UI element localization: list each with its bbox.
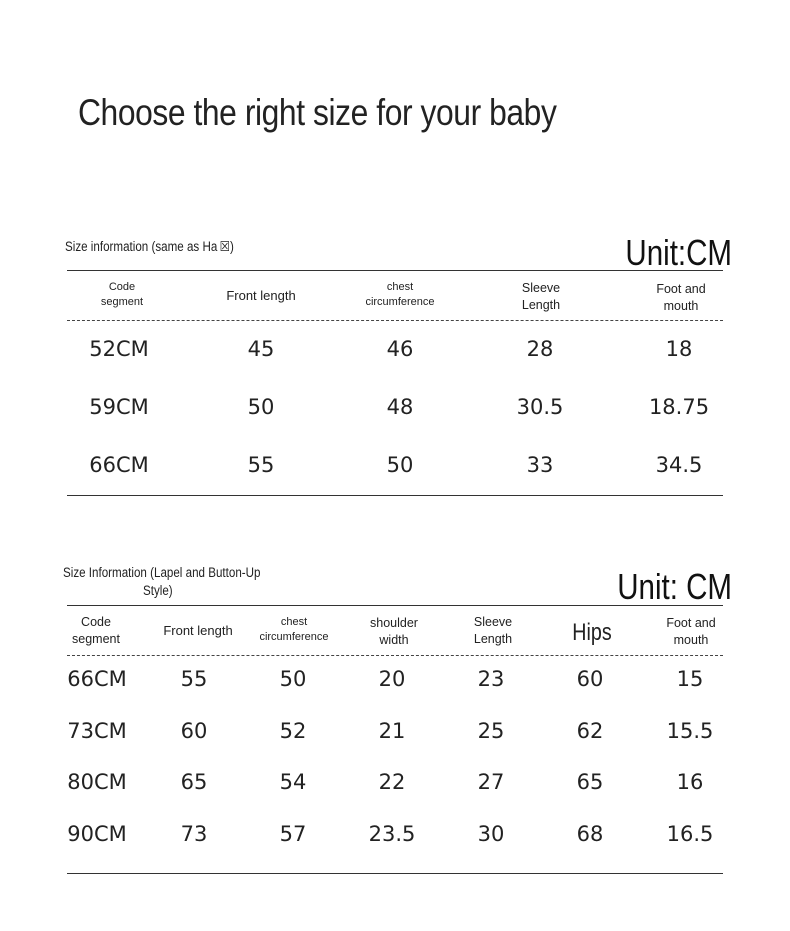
table1-header-chest-circumference: chest circumference xyxy=(365,281,435,308)
table2-header-sleeve-length: Sleeve Length xyxy=(473,615,513,646)
table2-cell: 90CM xyxy=(67,822,127,846)
table2-cell: 73CM xyxy=(67,719,127,743)
table2-cell: 60 xyxy=(576,667,604,691)
table1-header-foot-and-mouth: Foot and mouth xyxy=(656,282,706,313)
table1-cell: 55 xyxy=(247,453,275,477)
table1-cell: 45 xyxy=(247,337,275,361)
table1-cell: 18.75 xyxy=(648,395,710,419)
table1-unit: Unit:CM xyxy=(625,232,732,273)
table2-cell: 23 xyxy=(477,667,505,691)
table1-header-front-length: Front length xyxy=(226,288,296,303)
table1-cell: 46 xyxy=(386,337,414,361)
table1-top-rule xyxy=(67,270,723,271)
table2-unit: Unit: CM xyxy=(617,566,732,607)
table1-cell: 33 xyxy=(526,453,554,477)
table2-header-chest-circumference: chest circumference xyxy=(259,616,329,643)
table2-cell: 65 xyxy=(180,770,208,794)
table1-cell: 50 xyxy=(247,395,275,419)
table2-cell: 30 xyxy=(477,822,505,846)
table2-header-front-length: Front length xyxy=(163,623,233,638)
table1-header-sleeve-length: Sleeve Length xyxy=(521,281,561,312)
table1-bottom-rule xyxy=(67,495,723,496)
table2-cell: 80CM xyxy=(67,770,127,794)
table2-cell: 57 xyxy=(279,822,307,846)
table1-cell: 48 xyxy=(386,395,414,419)
table2-cell: 65 xyxy=(576,770,604,794)
table2-cell: 22 xyxy=(378,770,406,794)
table2-cell: 52 xyxy=(279,719,307,743)
table2-caption-line2: Style) xyxy=(143,583,173,598)
table2-cell: 68 xyxy=(576,822,604,846)
table1-cell: 59CM xyxy=(89,395,149,419)
table2-header-divider xyxy=(67,655,723,656)
table1-cell: 66CM xyxy=(89,453,149,477)
table2-bottom-rule xyxy=(67,873,723,874)
table2-cell: 16.5 xyxy=(666,822,714,846)
table2-cell: 54 xyxy=(279,770,307,794)
table2-cell: 50 xyxy=(279,667,307,691)
table2-cell: 23.5 xyxy=(368,822,416,846)
table2-cell: 25 xyxy=(477,719,505,743)
table1-cell: 50 xyxy=(386,453,414,477)
table1-caption: Size information (same as Ha ☒) xyxy=(65,239,234,254)
table2-cell: 60 xyxy=(180,719,208,743)
table2-cell: 55 xyxy=(180,667,208,691)
table1-cell: 18 xyxy=(665,337,693,361)
table2-cell: 16 xyxy=(676,770,704,794)
table2-header-code-segment: Code segment xyxy=(72,615,120,646)
table1-header-code-segment: Code segment xyxy=(100,281,144,308)
table2-cell: 20 xyxy=(378,667,406,691)
table1-cell: 34.5 xyxy=(655,453,703,477)
table2-header-shoulder-width: shoulder width xyxy=(370,616,418,647)
table2-caption-line1: Size Information (Lapel and Button-Up xyxy=(63,565,261,580)
table2-cell: 62 xyxy=(576,719,604,743)
table2-top-rule xyxy=(67,605,723,606)
table2-cell: 66CM xyxy=(67,667,127,691)
table1-cell: 30.5 xyxy=(516,395,564,419)
table2-header-hips: Hips xyxy=(572,619,612,646)
table1-header-divider xyxy=(67,320,723,321)
table2-cell: 27 xyxy=(477,770,505,794)
table1-cell: 52CM xyxy=(89,337,149,361)
page-title: Choose the right size for your baby xyxy=(78,92,557,133)
table2-header-foot-and-mouth: Foot and mouth xyxy=(666,616,716,647)
table2-cell: 15 xyxy=(676,667,704,691)
table2-cell: 15.5 xyxy=(666,719,714,743)
table2-cell: 73 xyxy=(180,822,208,846)
table1-cell: 28 xyxy=(526,337,554,361)
table2-cell: 21 xyxy=(378,719,406,743)
